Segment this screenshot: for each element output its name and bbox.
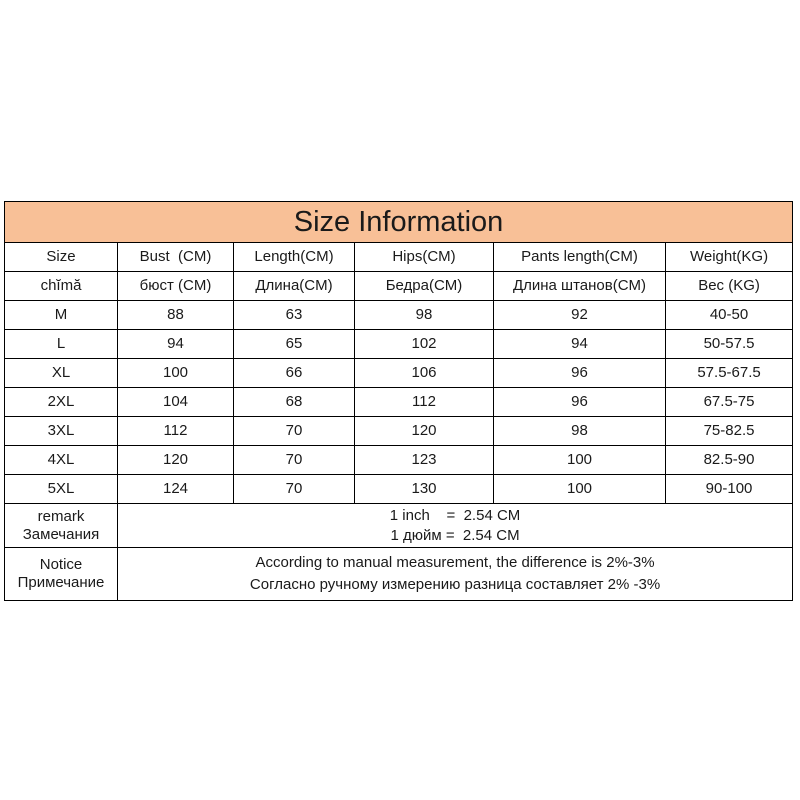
length-cell: 70 [234,475,355,504]
notice-row [5,548,793,601]
header-row-russian [5,272,793,301]
bust-cell: 112 [118,417,234,446]
remark-value [118,504,793,548]
header-size-alt: chĭmă [5,272,118,301]
pants-length-cell: 96 [494,388,666,417]
pants-length-cell: 100 [494,475,666,504]
header-bust: Bust (CM) [118,243,234,272]
bust-cell: 124 [118,475,234,504]
length-cell: 70 [234,417,355,446]
title-row [5,202,793,243]
size-cell: 4XL [5,446,118,475]
header-hips-alt: Бедра(CM) [355,272,494,301]
header-length-alt: Длина(CM) [234,272,355,301]
header-weight-alt: Вес (KG) [666,272,793,301]
weight-cell: 50-57.5 [666,330,793,359]
table-row [5,446,793,475]
bust-cell: 100 [118,359,234,388]
hips-cell: 120 [355,417,494,446]
remark-label-russian: Замечания [22,525,100,543]
weight-cell: 82.5-90 [666,446,793,475]
weight-cell: 40-50 [666,301,793,330]
hips-cell: 112 [355,388,494,417]
header-weight: Weight(KG) [666,243,793,272]
size-cell: M [5,301,118,330]
remark-row [5,504,793,548]
table-row [5,301,793,330]
notice-label-russian: Примечание [17,574,105,591]
size-cell: XL [5,359,118,388]
hips-cell: 123 [355,446,494,475]
size-cell: 2XL [5,388,118,417]
header-pants-length-alt: Длина штанов(CM) [494,272,666,301]
remark-label [5,504,118,548]
weight-cell: 90-100 [666,475,793,504]
notice-value [118,548,793,601]
bust-cell: 120 [118,446,234,475]
notice-label [5,548,118,601]
remark-line-russian: 1 дюйм = 2.54 CM [390,526,520,544]
size-cell: 5XL [5,475,118,504]
weight-cell: 75-82.5 [666,417,793,446]
table-title: Size Information [5,202,793,243]
notice-line-english: According to manual measurement, the difference is 2%-3% [255,554,655,571]
notice-label-english: Notice [39,556,83,573]
size-cell: L [5,330,118,359]
bust-cell: 94 [118,330,234,359]
remark-line-english: 1 inch = 2.54 CM [389,506,521,524]
bust-cell: 104 [118,388,234,417]
weight-cell: 57.5-67.5 [666,359,793,388]
hips-cell: 98 [355,301,494,330]
hips-cell: 130 [355,475,494,504]
table-row [5,330,793,359]
hips-cell: 102 [355,330,494,359]
bust-cell: 88 [118,301,234,330]
header-length: Length(CM) [234,243,355,272]
header-bust-alt: бюст (CM) [118,272,234,301]
size-cell: 3XL [5,417,118,446]
header-size: Size [5,243,118,272]
header-pants-length: Pants length(CM) [494,243,666,272]
header-hips: Hips(CM) [355,243,494,272]
length-cell: 68 [234,388,355,417]
pants-length-cell: 94 [494,330,666,359]
remark-label-english: remark [37,507,85,525]
length-cell: 63 [234,301,355,330]
hips-cell: 106 [355,359,494,388]
weight-cell: 67.5-75 [666,388,793,417]
notice-line-russian: Согласно ручному измерению разница составляет 2% -3% [249,576,661,593]
size-chart-table [4,201,793,601]
length-cell: 70 [234,446,355,475]
length-cell: 65 [234,330,355,359]
table-row [5,388,793,417]
length-cell: 66 [234,359,355,388]
pants-length-cell: 92 [494,301,666,330]
pants-length-cell: 98 [494,417,666,446]
pants-length-cell: 100 [494,446,666,475]
table-row [5,359,793,388]
pants-length-cell: 96 [494,359,666,388]
header-row-english [5,243,793,272]
table-row [5,417,793,446]
table-row [5,475,793,504]
